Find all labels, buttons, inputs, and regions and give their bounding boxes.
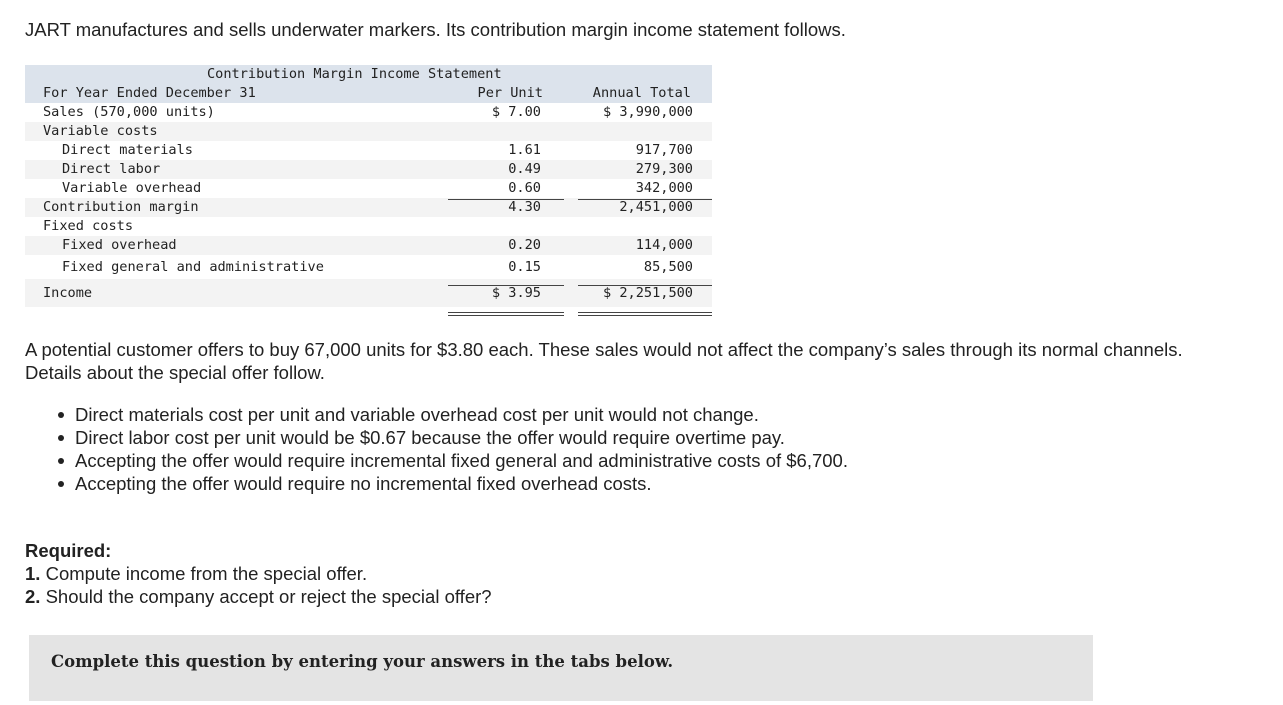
offer-text: A potential customer offers to buy 67,000 units for $3.80 each. These sales would not affect the company’s sales through its normal channels. Details about the special offer follow.: [25, 339, 1183, 383]
table-row: [25, 198, 712, 217]
table-row: [25, 122, 712, 141]
required-item-text: Compute income from the special offer.: [45, 563, 368, 584]
annual-value: $ 2,251,500: [602, 285, 693, 301]
table-row: [25, 103, 712, 122]
annual-value: 114,000: [635, 237, 693, 253]
answer-tabs-banner: [29, 635, 1093, 701]
subtotal-rule-per-unit: [448, 199, 564, 200]
required-item-number: 2.: [25, 586, 41, 607]
per-unit-value: 0.20: [508, 237, 541, 253]
list-item: Direct materials cost per unit and variable overhead cost per unit would not change.: [75, 403, 848, 426]
annual-total-header: Annual Total: [592, 85, 691, 101]
per-unit-value: 0.60: [508, 180, 541, 196]
table-row: [25, 217, 712, 236]
income-double-rule-per-unit: [448, 312, 564, 316]
row-label: Variable overhead: [62, 180, 202, 196]
row-label: Sales (570,000 units): [43, 104, 215, 120]
row-label: Fixed costs: [43, 218, 134, 234]
row-label: Income: [43, 285, 93, 301]
per-unit-value: 1.61: [508, 142, 541, 158]
per-unit-header: Per Unit: [477, 85, 543, 101]
table-row: [25, 236, 712, 255]
annual-value: 917,700: [635, 142, 693, 158]
per-unit-value: 4.30: [508, 199, 541, 215]
table-row: [25, 179, 712, 198]
row-label: Direct materials: [62, 142, 193, 158]
row-label: Fixed overhead: [62, 237, 177, 253]
intro-text: JART manufactures and sells underwater markers. Its contribution margin income statement follows.: [25, 19, 846, 40]
period-label: For Year Ended December 31: [43, 85, 256, 101]
income-double-rule-annual: [578, 312, 712, 316]
required-section: [25, 539, 492, 608]
list-item: Direct labor cost per unit would be $0.67 because the offer would require overtime pay.: [75, 426, 848, 449]
required-item-number: 1.: [25, 563, 41, 584]
total-rule-per-unit: [448, 285, 564, 286]
offer-details-list: [25, 403, 848, 495]
table-header-row: [25, 84, 712, 103]
per-unit-value: $ 7.00: [491, 104, 541, 120]
required-item-text: Should the company accept or reject the special offer?: [45, 586, 492, 607]
per-unit-value: 0.15: [508, 259, 541, 275]
row-label: Fixed general and administrative: [62, 259, 324, 275]
statement-title: Contribution Margin Income Statement: [25, 65, 712, 84]
annual-value: 342,000: [635, 180, 693, 196]
table-row: [25, 255, 712, 279]
required-item-2: [25, 585, 492, 608]
row-label: Contribution margin: [43, 199, 199, 215]
required-title: Required:: [25, 540, 112, 561]
annual-value: 85,500: [643, 259, 693, 275]
per-unit-value: 0.49: [508, 161, 541, 177]
row-label: Variable costs: [43, 123, 158, 139]
table-row: [25, 160, 712, 179]
row-label: Direct labor: [62, 161, 161, 177]
table-row: [25, 141, 712, 160]
total-rule-annual: [578, 285, 712, 286]
table-row-income: [25, 279, 712, 307]
income-statement-table: [25, 65, 712, 307]
list-item: Accepting the offer would require no incremental fixed overhead costs.: [75, 472, 848, 495]
required-item-1: [25, 562, 492, 585]
list-item: Accepting the offer would require incremental fixed general and administrative costs of $6,700.: [75, 450, 848, 471]
subtotal-rule-annual: [578, 199, 712, 200]
per-unit-value: $ 3.95: [491, 285, 541, 301]
banner-text: Complete this question by entering your answers in the tabs below.: [51, 652, 674, 671]
annual-value: 2,451,000: [619, 199, 693, 215]
annual-value: $ 3,990,000: [602, 104, 693, 120]
annual-value: 279,300: [635, 161, 693, 177]
